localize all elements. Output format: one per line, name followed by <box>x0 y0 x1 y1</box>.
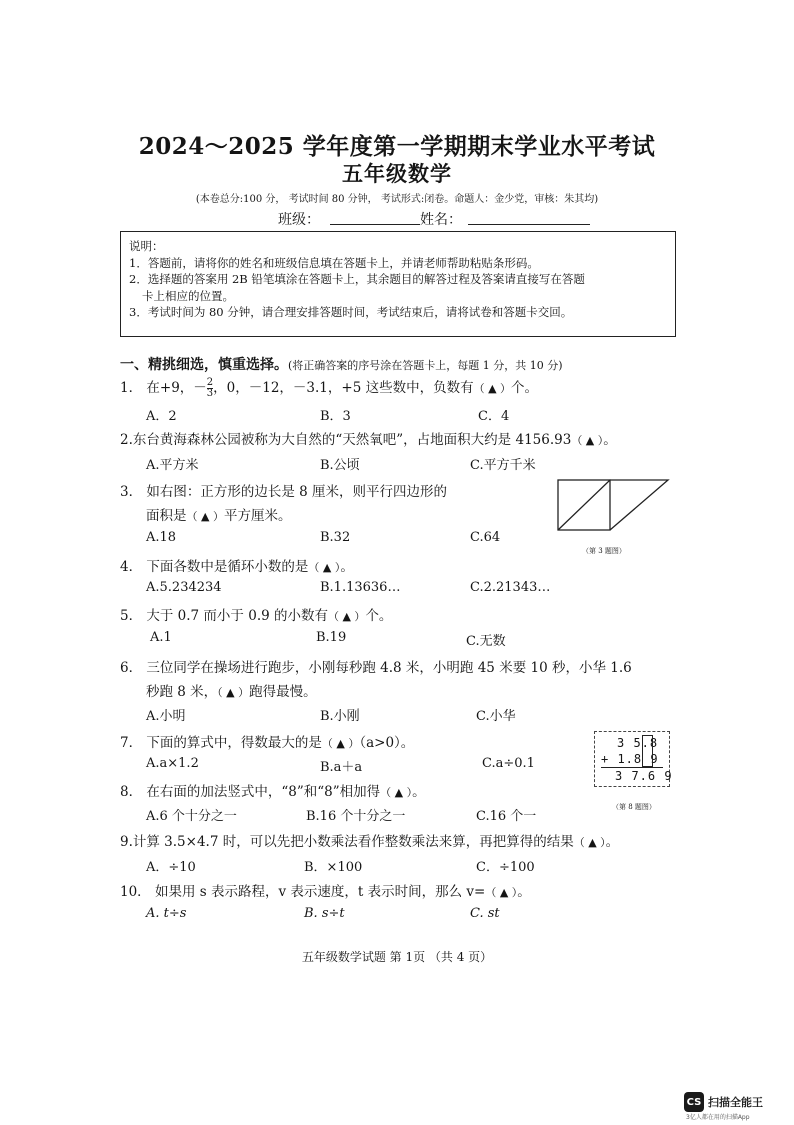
name-label: 姓名： <box>420 212 462 228</box>
option-a: A.平方米 <box>146 458 199 473</box>
class-blank <box>330 210 420 225</box>
question-stem: 9.计算 3.5×4.7 时，可以先把小数乘法看作整数乘法来算，再把算得的结果 <box>120 834 574 850</box>
answer-blank: （ ▲ ） <box>473 382 512 395</box>
question-stem: 4． 下面各数中是循环小数的是 <box>120 559 309 575</box>
question-stem: 7． 下面的算式中，得数最大的是 <box>120 735 322 751</box>
option-b: B.小刚 <box>320 709 360 724</box>
question-stem: 平方厘米。 <box>223 508 292 524</box>
watermark-slogan: 3亿人都在用的扫描App <box>686 1114 750 1121</box>
option-c: C.平方千米 <box>470 458 536 473</box>
scanner-watermark <box>684 1092 763 1112</box>
answer-blank: （ ▲ ） <box>573 836 606 849</box>
question-stem: 。 <box>517 884 531 900</box>
question-stem: 个。 <box>365 608 393 624</box>
question-6-line-1: 6． 三位同学在操场进行跑步，小刚每秒跑 4.8 米，小明跑 45 米要 10 秒，小华 1.6 <box>120 660 632 676</box>
answer-blank: （ ▲ ） <box>186 510 224 523</box>
option-c: C.a÷0.1 <box>482 756 535 771</box>
option-a: A．2 <box>146 409 177 424</box>
question-stem: 10． 如果用 s 表示路程，v 表示速度，t 表示时间，那么 v= <box>120 884 486 900</box>
vertical-addition-figure <box>594 731 673 787</box>
question-2 <box>120 428 617 448</box>
option-b: B．3 <box>320 409 351 424</box>
instructions-heading: 说明： <box>129 239 164 253</box>
option-c: C.16 个一 <box>476 809 537 824</box>
option-a: A.5.234234 <box>146 580 222 595</box>
section-instruction: (将正确答案的序号涂在答题卡上，每题 1 分，共 10 分) <box>288 359 563 372</box>
option-a: A. t÷s <box>146 906 187 921</box>
fraction-denominator: 3 <box>206 388 214 399</box>
question-stem: 8． 在右面的加法竖式中，“8”和“8”相加得 <box>120 784 381 800</box>
addition-result: 3 7.6 9 <box>615 769 673 783</box>
option-c: C. st <box>470 906 500 921</box>
option-c: C．÷100 <box>476 860 535 875</box>
figure-caption: （第 8 题图） <box>612 803 656 811</box>
question-1 <box>120 376 538 399</box>
option-b: B.1.13636… <box>320 580 401 595</box>
exam-meta: (本卷总分:100 分， 考试时间 80 分钟， 考试形式:闭卷。命题人：金少党，审核：朱其均) <box>195 194 599 205</box>
question-stem: 跑得最慢。 <box>249 684 317 700</box>
exam-title: 2024～2025 学年度第一学期期末学业水平考试 <box>138 133 656 160</box>
class-label: 班级： <box>278 212 320 228</box>
instruction-item: 1．答题前，请将你的姓名和班级信息填在答题卡上，并请老师帮助粘贴条形码。 <box>129 255 539 270</box>
section-title: 一、精挑细选，慎重选择。 <box>120 357 288 373</box>
camscanner-icon: CS <box>684 1092 704 1112</box>
watermark-brand: 扫描全能王 <box>708 1096 763 1109</box>
addition-row-2: + 1.8 9 <box>601 752 659 766</box>
section-heading <box>120 354 563 374</box>
answer-blank: （ ▲ ） <box>217 686 250 699</box>
question-3-line-2 <box>146 504 291 524</box>
answer-blank: （ ▲ ） <box>571 434 604 447</box>
option-c: C．4 <box>478 409 510 424</box>
option-b: B.a＋a <box>320 760 363 775</box>
question-stem: 面积是 <box>146 508 187 524</box>
question-stem: 1． 在+9，－ <box>120 380 207 396</box>
name-blank <box>468 210 590 225</box>
question-stem: ，0，－12，－3.1，+5 这些数中，负数有 <box>213 380 474 396</box>
option-b: B．×100 <box>304 860 363 875</box>
question-stem: 。 <box>605 834 620 850</box>
option-b: B.19 <box>316 630 347 645</box>
option-b: B. s÷t <box>304 906 345 921</box>
fraction-numerator: 2 <box>206 377 214 388</box>
instruction-item: 3．考试时间为 80 分钟，请合理安排答题时间，考试结束后，请将试卷和答题卡交回。 <box>129 305 573 319</box>
option-c: C.无数 <box>466 634 506 649</box>
addition-rule <box>601 767 663 768</box>
option-a: A.18 <box>146 530 177 545</box>
answer-blank: （ ▲ ） <box>380 786 413 799</box>
exam-subtitle: 五年级数学 <box>342 161 452 186</box>
question-stem: 。 <box>412 784 426 800</box>
option-b: B.32 <box>320 530 351 545</box>
answer-blank: （ ▲ ） <box>327 610 366 623</box>
instruction-item: 卡上相应的位置。 <box>142 288 234 303</box>
question-4 <box>120 555 354 575</box>
instructions-box <box>120 231 676 337</box>
option-b: B.公顷 <box>320 458 360 473</box>
question-5 <box>120 604 392 624</box>
square-parallelogram-figure <box>556 478 676 534</box>
question-8 <box>120 780 426 800</box>
question-3-line-1: 3． 如右图：正方形的边长是 8 厘米，则平行四边形的 <box>120 484 448 500</box>
question-9 <box>120 830 619 850</box>
addition-row-1: 3 5.8 <box>617 736 659 750</box>
question-stem: 。 <box>603 432 617 448</box>
option-a: A.小明 <box>146 709 186 724</box>
question-stem: 5． 大于 0.7 而小于 0.9 的小数有 <box>120 608 328 624</box>
question-7 <box>120 731 414 751</box>
answer-blank: （ ▲ ） <box>485 886 518 899</box>
question-stem: （a>0）。 <box>359 735 415 751</box>
option-a: A.1 <box>150 630 172 645</box>
option-c: C.小华 <box>476 709 516 724</box>
option-a: A．÷10 <box>146 860 196 875</box>
page-footer: 五年级数学试题 第 1页 （共 4 页） <box>301 950 493 964</box>
figure-caption: （第 3 题图） <box>582 547 626 555</box>
option-c: C.64 <box>470 530 501 545</box>
question-stem: 个。 <box>511 380 539 396</box>
question-stem: 秒跑 8 米， <box>146 684 218 700</box>
answer-blank: （ ▲ ） <box>308 561 341 574</box>
question-10 <box>120 880 531 900</box>
instruction-item: 2．选择题的答案用 2B 铅笔填涂在答题卡上，其余题目的解答过程及答案请直接写在答题 <box>129 272 585 286</box>
question-stem: 。 <box>340 559 354 575</box>
option-a: A.6 个十分之一 <box>146 809 237 824</box>
question-stem: 2.东台黄海森林公园被称为大自然的“天然氧吧”，占地面积大约是 4156.93 <box>120 432 572 448</box>
answer-blank: （ ▲ ） <box>321 737 360 750</box>
option-a: A.a×1.2 <box>146 756 199 771</box>
highlight-box <box>642 735 653 767</box>
question-6-line-2 <box>146 680 317 700</box>
option-c: C.2.21343… <box>470 580 551 595</box>
option-b: B.16 个十分之一 <box>306 809 406 824</box>
